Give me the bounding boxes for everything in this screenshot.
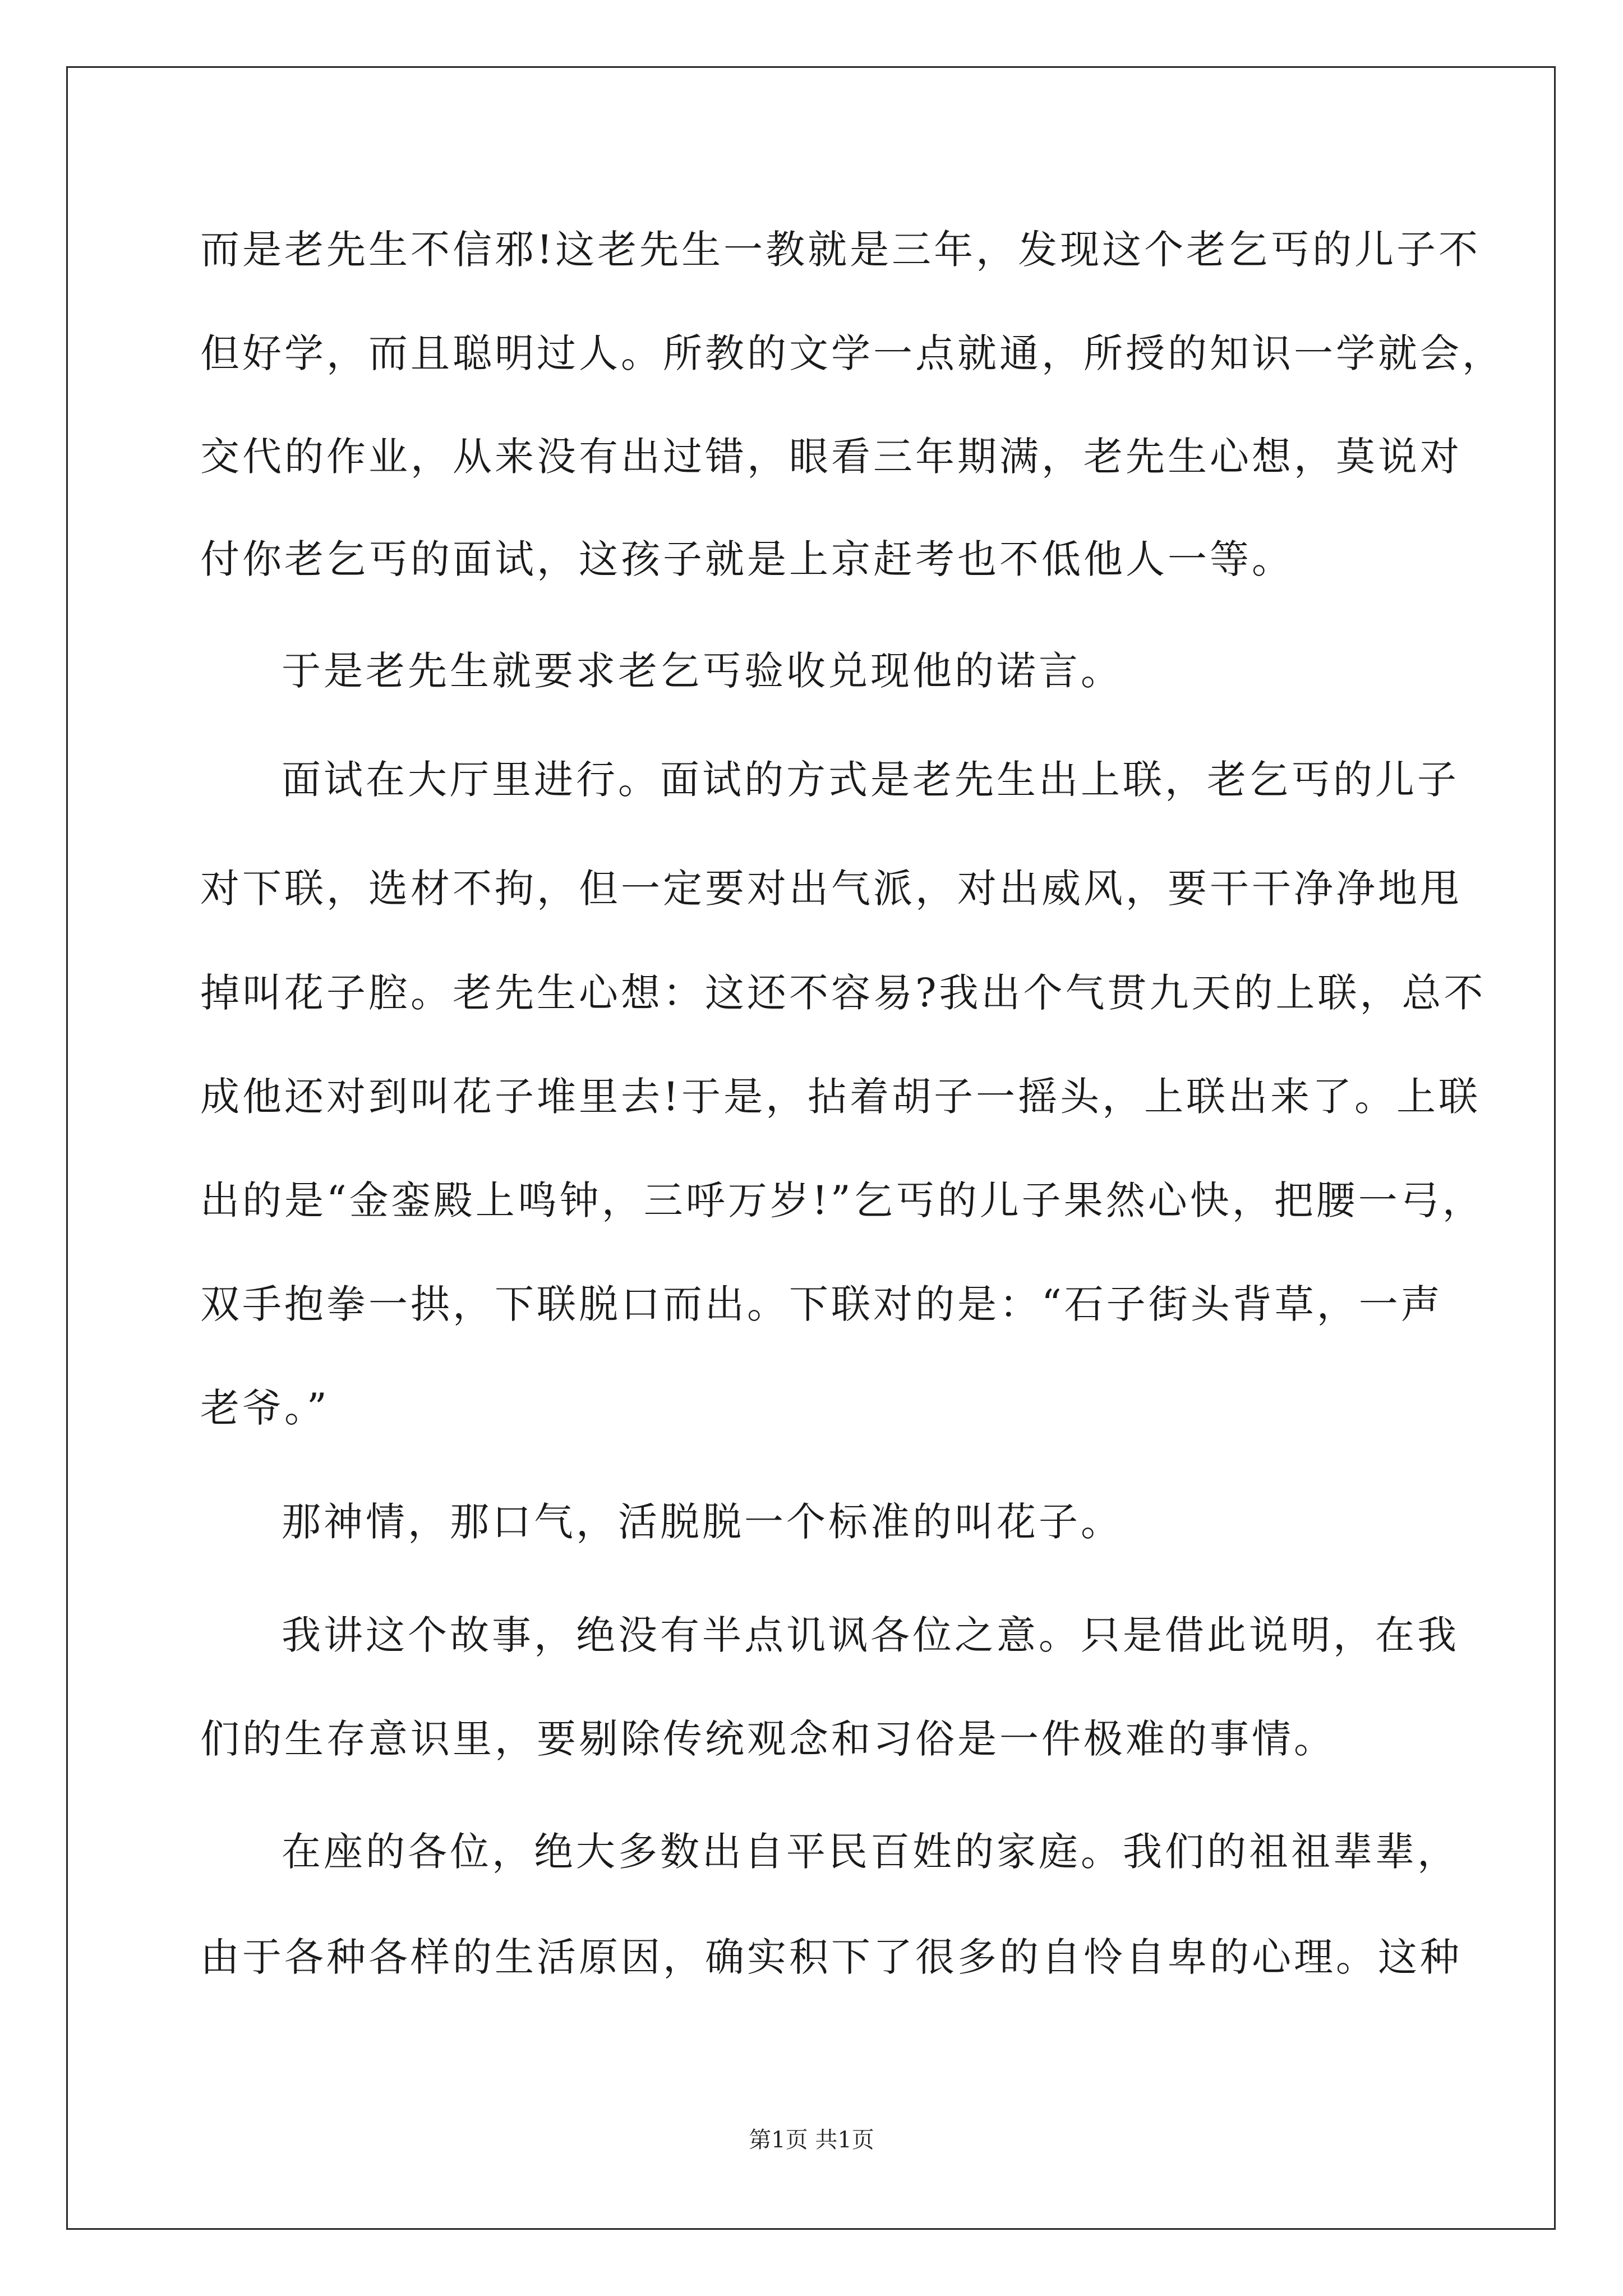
- text-line: 对下联，选材不拘，但一定要对出气派，对出威风，要干干净净地甩: [200, 866, 1462, 912]
- text-line: 由于各种各样的生活原因，确实积下了很多的自怜自卑的心理。这种: [200, 1934, 1462, 1980]
- text-line: 但好学，而且聪明过人。所教的文学一点就通，所授的知识一学就会，: [200, 330, 1504, 376]
- text-line: 那神情，那口气，活脱脱一个标准的叫花子。: [282, 1499, 1123, 1545]
- text-line: 于是老先生就要求老乞丐验收兑现他的诺言。: [282, 648, 1123, 694]
- text-line: 出的是“金銮殿上鸣钟，三呼万岁!”乞丐的儿子果然心快，把腰一弓，: [200, 1177, 1484, 1223]
- page-border: [66, 66, 1556, 2230]
- text-line: 掉叫花子腔。老先生心想：这还不容易?我出个气贯九天的上联，总不: [200, 970, 1486, 1016]
- page-number-footer: 第1页 共1页: [749, 2127, 874, 2153]
- text-line: 双手抱拳一拱，下联脱口而出。下联对的是：“石子街头背草，一声: [200, 1281, 1443, 1327]
- text-line: 在座的各位，绝大多数出自平民百姓的家庭。我们的祖祖辈辈，: [282, 1829, 1459, 1875]
- text-line: 面试在大厅里进行。面试的方式是老先生出上联，老乞丐的儿子: [282, 757, 1459, 803]
- text-line: 而是老先生不信邪!这老先生一教就是三年，发现这个老乞丐的儿子不: [200, 227, 1481, 273]
- text-line: 老爷。”: [200, 1385, 330, 1431]
- text-line: 成他还对到叫花子堆里去!于是，拈着胡子一摇头，上联出来了。上联: [200, 1074, 1481, 1120]
- text-line: 我讲这个故事，绝没有半点讥讽各位之意。只是借此说明，在我: [282, 1612, 1459, 1658]
- text-line: 付你老乞丐的面试，这孩子就是上京赶考也不低他人一等。: [200, 536, 1294, 582]
- text-line: 交代的作业，从来没有出过错，眼看三年期满，老先生心想，莫说对: [200, 434, 1462, 480]
- text-line: 们的生存意识里，要剔除传统观念和习俗是一件极难的事情。: [200, 1716, 1336, 1762]
